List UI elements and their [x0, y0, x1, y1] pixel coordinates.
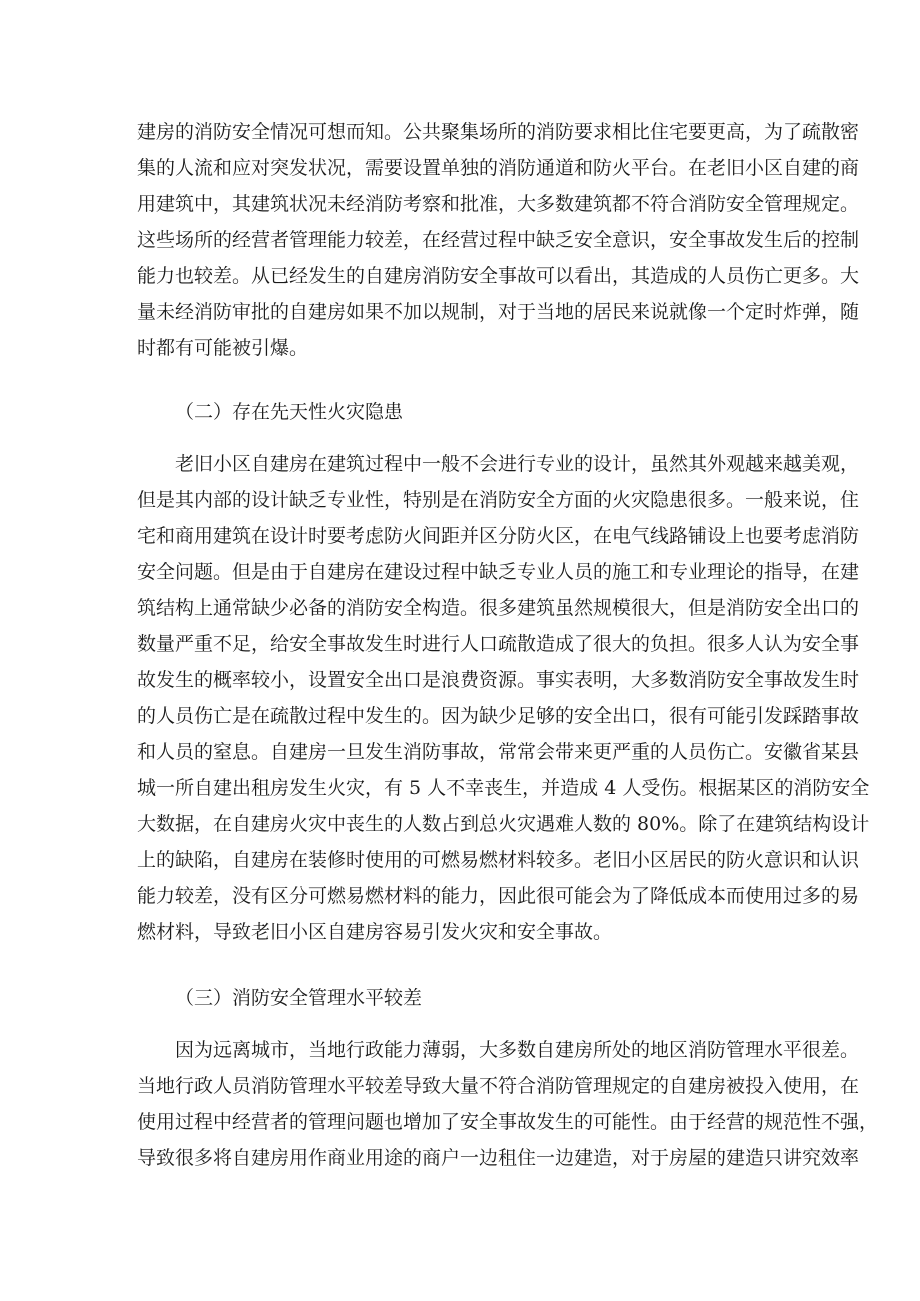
paragraph-2-line: 故发生的概率较小，设置安全出口是浪费资源。事实表明，大多数消防安全事故发生时 — [137, 669, 860, 691]
paragraph-1-line: 量未经消防审批的自建房如果不加以规制，对于当地的居民来说就像一个定时炸弹，随 — [137, 301, 860, 323]
paragraph-2-line: 但是其内部的设计缺乏专业性，特别是在消防安全方面的火灾隐患很多。一般来说，住 — [137, 489, 860, 511]
paragraph-1-line: 建房的消防安全情况可想而知。公共聚集场所的消防要求相比住宅要更高，为了疏散密 — [137, 121, 860, 143]
paragraph-2-line: 安全问题。但是由于自建房在建设过程中缺乏专业人员的施工和专业理论的指导，在建 — [137, 561, 860, 583]
paragraph-2-line: 和人员的窒息。自建房一旦发生消防事故，常常会带来更严重的人员伤亡。安徽省某县 — [137, 741, 860, 763]
paragraph-2-line: 数量严重不足，给安全事故发生时进行人口疏散造成了很大的负担。很多人认为安全事 — [137, 633, 860, 655]
paragraph-2-line: 燃材料，导致老旧小区自建房容易引发火灾和安全事故。 — [137, 921, 613, 943]
paragraph-1-line: 时都有可能被引爆。 — [137, 337, 309, 359]
paragraph-1-line: 集的人流和应对突发状况，需要设置单独的消防通道和防火平台。在老旧小区自建的商 — [137, 157, 860, 179]
paragraph-2-line: 的人员伤亡是在疏散过程中发生的。因为缺少足够的安全出口，很有可能引发踩踏事故 — [137, 705, 860, 727]
section-heading-3: （三）消防安全管理水平较差 — [175, 987, 423, 1009]
paragraph-1-line: 这些场所的经营者管理能力较差，在经营过程中缺乏安全意识，安全事故发生后的控制 — [137, 229, 860, 251]
paragraph-2-line: 筑结构上通常缺少必备的消防安全构造。很多建筑虽然规模很大，但是消防安全出口的 — [137, 597, 860, 619]
paragraph-2-line: 宅和商用建筑在设计时要考虑防火间距并区分防火区，在电气线路铺设上也要考虑消防 — [137, 525, 860, 547]
paragraph-2-line: 城一所自建出租房发生火灾，有 5 人不幸丧生，并造成 4 人受伤。根据某区的消防安全 — [137, 777, 870, 799]
paragraph-1-line: 能力也较差。从已经发生的自建房消防安全事故可以看出，其造成的人员伤亡更多。大 — [137, 265, 860, 287]
section-heading-2: （二）存在先天性火灾隐患 — [175, 401, 404, 423]
paragraph-1-line: 用建筑中，其建筑状况未经消防考察和批准，大多数建筑都不符合消防安全管理规定。 — [137, 193, 860, 215]
paragraph-2-line: 能力较差，没有区分可燃易燃材料的能力，因此很可能会为了降低成本而使用过多的易 — [137, 885, 860, 907]
paragraph-3-line: 当地行政人员消防管理水平较差导致大量不符合消防管理规定的自建房被投入使用，在 — [137, 1075, 860, 1097]
paragraph-2-line: 大数据，在自建房火灾中丧生的人数占到总火灾遇难人数的 80%。除了在建筑结构设计 — [137, 813, 870, 835]
paragraph-2-line: 老旧小区自建房在建筑过程中一般不会进行专业的设计，虽然其外观越来越美观， — [175, 453, 860, 475]
paragraph-3-line: 因为远离城市，当地行政能力薄弱，大多数自建房所处的地区消防管理水平很差。 — [175, 1039, 860, 1061]
paragraph-3-line: 导致很多将自建房用作商业用途的商户一边租住一边建造，对于房屋的建造只讲究效率 — [137, 1147, 860, 1169]
paragraph-3-line: 使用过程中经营者的管理问题也增加了安全事故发生的可能性。由于经营的规范性不强， — [137, 1111, 879, 1133]
paragraph-2-line: 上的缺陷，自建房在装修时使用的可燃易燃材料较多。老旧小区居民的防火意识和认识 — [137, 849, 860, 871]
